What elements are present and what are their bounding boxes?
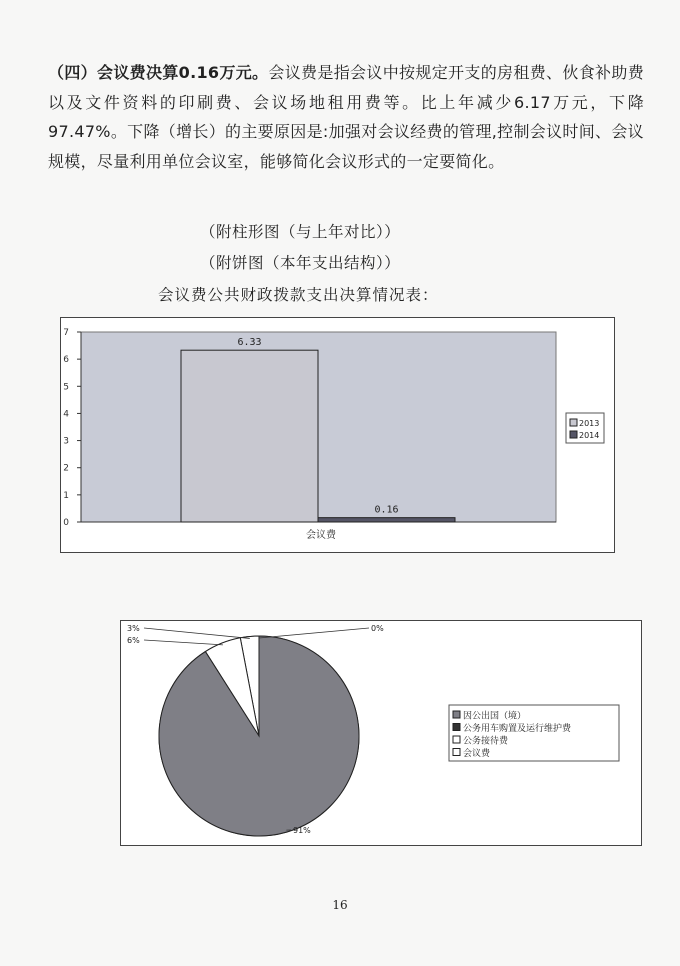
- pie-chart-svg: [121, 621, 641, 845]
- y-tick-label: 2: [63, 463, 69, 474]
- pie-slice-0: [159, 636, 359, 836]
- legend-swatch-2014: [570, 431, 577, 438]
- pie-label-0: 91%: [293, 826, 311, 835]
- y-tick-label: 1: [63, 490, 69, 501]
- pie-label-1: 0%: [371, 624, 384, 633]
- x-category-label: 会议费: [306, 530, 336, 541]
- pie-leader-3: [144, 628, 250, 638]
- body-paragraph: [48, 58, 644, 176]
- table-title: 会议费公共财政拨款支出决算情况表：: [158, 286, 439, 304]
- pie-legend-label-0: 因公出国（境）: [463, 711, 527, 722]
- pie-chart-caption: （附饼图（本年支出结构））: [200, 254, 401, 272]
- y-tick-label: 0: [63, 518, 69, 528]
- data-label-2013: 6.33: [237, 337, 262, 349]
- pie-legend-swatch-0: [453, 711, 460, 718]
- bar-chart-svg: [61, 318, 614, 552]
- y-tick-label: 6: [63, 355, 69, 366]
- section-marker: （四）: [48, 63, 97, 82]
- section-body: 会议费是指会议中按规定开支的房租费、伙食补助费以及文件资料的印刷费、会议场地租用费等。比上年减少6.17万元，下降97.47%。下降（增长）的主要原因是:加强对会议经费的管理,控制会议时间、会议规模，尽量利用单位会议室，能够简化会议形式的一定要简化。: [48, 63, 644, 171]
- y-tick-label: 7: [63, 328, 69, 338]
- legend-label-2013: 2013: [579, 419, 600, 428]
- bar-chart-caption: （附柱形图（与上年对比））: [200, 223, 401, 241]
- pie-legend-label-3: 会议费: [463, 749, 491, 759]
- pie-chart: [120, 620, 642, 846]
- pie-label-3: 3%: [127, 624, 140, 633]
- section-heading: 会议费决算0.16万元。: [97, 63, 269, 82]
- legend-swatch-2013: [570, 419, 577, 426]
- pie-legend-label-2: 公务接待费: [463, 736, 509, 747]
- bar-2014: [318, 518, 455, 522]
- y-tick-label: 5: [63, 382, 69, 393]
- data-label-2014: 0.16: [374, 504, 399, 516]
- y-tick-label: 4: [63, 409, 69, 420]
- pie-leader-1: [259, 628, 369, 638]
- pie-legend-swatch-1: [453, 724, 460, 731]
- bar-2013: [181, 350, 318, 522]
- y-tick-label: 3: [63, 436, 69, 447]
- pie-legend-swatch-3: [453, 749, 460, 756]
- pie-legend-label-1: 公务用车购置及运行维护费: [463, 724, 572, 734]
- pie-legend-swatch-2: [453, 736, 460, 743]
- pie-label-2: 6%: [127, 636, 140, 645]
- legend-label-2014: 2014: [579, 431, 600, 440]
- page-number: 16: [332, 898, 348, 912]
- bar-chart: [60, 317, 615, 553]
- pie-leader-2: [144, 640, 223, 645]
